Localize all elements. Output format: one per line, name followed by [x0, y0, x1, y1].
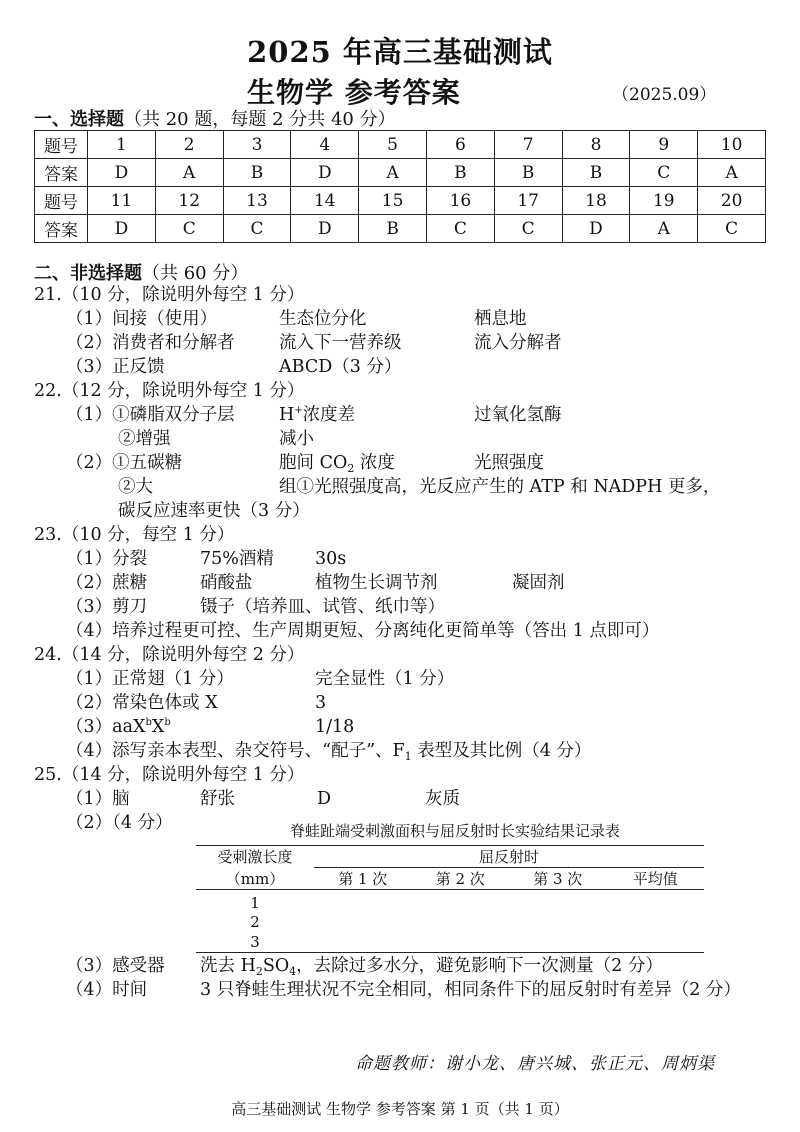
- answer-text: ②大: [118, 477, 153, 497]
- table-cell: 15: [359, 187, 427, 215]
- answer-text: 栖息地: [474, 309, 527, 329]
- table-cell: 16: [426, 187, 494, 215]
- table-cell: 14: [291, 187, 359, 215]
- q21-head: 21.（10 分，除说明外每空 1 分）: [34, 285, 305, 305]
- answer-text: （1）正常翅（1 分）: [66, 669, 234, 689]
- answer-text: D: [317, 789, 332, 809]
- table-cell: 19: [630, 187, 698, 215]
- answer-text-part: X: [151, 717, 165, 737]
- section-2-heading: [34, 259, 248, 285]
- table-cell: 1: [88, 131, 156, 159]
- table-row-q2: [35, 187, 766, 215]
- subscript: 2: [347, 462, 355, 475]
- answer-text: 30s: [315, 549, 347, 569]
- q24-line-4: [66, 740, 591, 762]
- table-cell: 10: [698, 131, 766, 159]
- table-cell: A: [630, 215, 698, 243]
- table-cell: B: [359, 215, 427, 243]
- answer-text-part: （3）aaX: [66, 717, 146, 737]
- answer-text: （1）分裂: [66, 549, 148, 569]
- table-cell: 9: [630, 131, 698, 159]
- table-cell: A: [155, 159, 223, 187]
- answer-text: （3）剪刀: [66, 597, 148, 617]
- answer-text: （2）①五碳糖: [66, 453, 183, 473]
- answer-text: （1）脑: [66, 789, 130, 809]
- table-cell: 13: [223, 187, 291, 215]
- answer-text: [279, 452, 395, 474]
- q25-line-2: （2）（4 分）: [66, 813, 173, 833]
- answer-text-part: ，去除过多水分，避免影响下一次测量（2 分）: [296, 956, 663, 976]
- row-label: 答案: [35, 215, 88, 243]
- answer-text: （2）常染色体或 X: [66, 693, 218, 713]
- q22-head: 22.（12 分，除说明外每空 1 分）: [34, 381, 305, 401]
- table-cell: A: [698, 159, 766, 187]
- column-header: 第 2 次: [435, 870, 485, 888]
- exam-date: （2025.09）: [612, 85, 717, 105]
- answer-text: （1）①磷脂双分子层: [66, 405, 235, 425]
- column-header: 受刺激长度: [217, 848, 293, 867]
- q22-line-5: 碳反应速率更快（3 分）: [118, 501, 310, 521]
- answer-text-part: 浓度: [354, 453, 395, 473]
- record-table: [196, 845, 704, 953]
- table-cell: C: [630, 159, 698, 187]
- q25-head: 25.（14 分，除说明外每空 1 分）: [34, 765, 305, 785]
- answer-text: 减小: [279, 429, 314, 449]
- table-cell: B: [223, 159, 291, 187]
- table-row-q1: [35, 131, 766, 159]
- answer-text: [279, 404, 355, 426]
- q23-line-4: （4）培养过程更可控、生产周期更短、分离纯化更简单等（答出 1 点即可）: [66, 621, 660, 641]
- table-cell: C: [698, 215, 766, 243]
- answer-text: （4）时间: [66, 980, 148, 1000]
- table-cell: 7: [494, 131, 562, 159]
- answer-text: 舒张: [200, 789, 235, 809]
- answer-text-part: 洗去 H: [200, 956, 256, 976]
- table-cell: 17: [494, 187, 562, 215]
- section-2-title: 二、非选择题: [34, 263, 142, 284]
- table-row-a2: [35, 215, 766, 243]
- answer-text: 流入下一营养级: [279, 333, 402, 353]
- table-cell: 8: [562, 131, 630, 159]
- superscript: +: [294, 405, 303, 416]
- table-cell: B: [426, 159, 494, 187]
- answer-text: （1）间接（使用）: [66, 309, 218, 329]
- answer-text: [66, 716, 171, 738]
- table-cell: C: [426, 215, 494, 243]
- table-cell: A: [359, 159, 427, 187]
- author-signature: 命题教师：谢小龙、唐兴城、张正元、周炳渠: [355, 1054, 715, 1074]
- table-cell: B: [494, 159, 562, 187]
- answer-text: 组①光照强度高，光反应产生的 ATP 和 NADPH 更多，: [279, 477, 721, 497]
- column-group-header: 屈反射时: [314, 846, 704, 868]
- table-cell: D: [88, 215, 156, 243]
- table-cell: D: [562, 215, 630, 243]
- answer-text: 1/18: [315, 717, 355, 737]
- q24-head: 24.（14 分，除说明外每空 2 分）: [34, 645, 305, 665]
- table-cell: 11: [88, 187, 156, 215]
- superscript: b: [164, 717, 171, 728]
- table-cell: B: [562, 159, 630, 187]
- table-cell: 5: [359, 131, 427, 159]
- answer-text: 灰质: [425, 789, 460, 809]
- table-cell: 2: [250, 913, 260, 931]
- answer-text: 生态位分化: [279, 309, 367, 329]
- table-subheader-row: [196, 868, 704, 890]
- table-cell: 1: [250, 894, 260, 912]
- table-cell: 4: [291, 131, 359, 159]
- table-row: [196, 912, 704, 932]
- table-cell: 12: [155, 187, 223, 215]
- answer-text-part: （4）添写亲本表型、杂交符号、“配子”、F: [66, 741, 405, 761]
- answer-text: 凝固剂: [512, 573, 565, 593]
- answer-text-part: 胞间 CO: [279, 453, 348, 473]
- table-row: [196, 932, 704, 953]
- section-1-heading: [34, 105, 396, 131]
- table-cell: 2: [155, 131, 223, 159]
- answer-text: 75%酒精: [200, 549, 274, 569]
- answer-text: （3）正反馈: [66, 357, 165, 377]
- page-subtitle: 生物学 参考答案: [247, 76, 461, 109]
- answer-text-part: H: [279, 405, 295, 425]
- answer-text: （2）消费者和分解者: [66, 333, 235, 353]
- answer-text-part: SO: [262, 956, 290, 976]
- answer-text: 3: [315, 693, 327, 713]
- column-header: 第 1 次: [338, 870, 388, 888]
- answer-text: 镊子（培养皿、试管、纸巾等）: [200, 597, 445, 617]
- section-1-title: 一、选择题: [34, 109, 124, 130]
- page-footer: 高三基础测试 生物学 参考答案 第 1 页（共 1 页）: [231, 1100, 569, 1118]
- table-cell: D: [291, 159, 359, 187]
- answer-text: 完全显性（1 分）: [315, 669, 455, 689]
- table-cell: D: [291, 215, 359, 243]
- answer-text: 植物生长调节剂: [315, 573, 438, 593]
- column-header: 第 3 次: [533, 870, 583, 888]
- answer-text: [200, 955, 663, 977]
- table-cell: C: [494, 215, 562, 243]
- answer-text-part: 浓度差: [302, 405, 356, 425]
- answer-text: 3 只脊蛙生理状况不完全相同，相同条件下的屈反射时有差异（2 分）: [200, 980, 741, 1000]
- record-table-block: [196, 820, 704, 953]
- table-row: [196, 890, 704, 913]
- table-row-a1: [35, 159, 766, 187]
- superscript: b: [145, 717, 152, 728]
- row-label: 题号: [35, 187, 88, 215]
- answer-text: 流入分解者: [474, 333, 562, 353]
- table-cell: C: [155, 215, 223, 243]
- q23-head: 23.（10 分，每空 1 分）: [34, 525, 235, 545]
- table-cell: D: [88, 159, 156, 187]
- row-label: 题号: [35, 131, 88, 159]
- column-header-unit: （mm）: [225, 869, 285, 888]
- section-1-note: （共 20 题，每题 2 分共 40 分）: [124, 109, 396, 130]
- row-label: 答案: [35, 159, 88, 187]
- answer-text: （2）蔗糖: [66, 573, 148, 593]
- answer-text: ABCD（3 分）: [279, 357, 402, 377]
- table-header-row: [196, 846, 704, 868]
- section-2-note: （共 60 分）: [142, 263, 249, 284]
- answer-text: （3）感受器: [66, 956, 165, 976]
- answer-text: 过氧化氢酶: [474, 405, 562, 425]
- record-table-title: 脊蛙趾端受刺激面积与屈反射时长实验结果记录表: [289, 822, 620, 840]
- table-cell: 3: [223, 131, 291, 159]
- subscript: 1: [404, 750, 412, 763]
- answer-text: 光照强度: [474, 453, 544, 473]
- page-title: 2025 年高三基础测试: [247, 35, 553, 69]
- choice-answer-table: [34, 130, 766, 243]
- column-header: 平均值: [632, 870, 678, 888]
- table-cell: 3: [250, 933, 260, 951]
- table-cell: 6: [426, 131, 494, 159]
- table-cell: 18: [562, 187, 630, 215]
- subscript: 2: [255, 965, 263, 978]
- answer-text-part: 表型及其比例（4 分）: [411, 741, 592, 761]
- answer-text: ②增强: [118, 429, 171, 449]
- table-cell: C: [223, 215, 291, 243]
- table-cell: 20: [698, 187, 766, 215]
- subscript: 4: [289, 965, 297, 978]
- answer-text: 硝酸盐: [200, 573, 253, 593]
